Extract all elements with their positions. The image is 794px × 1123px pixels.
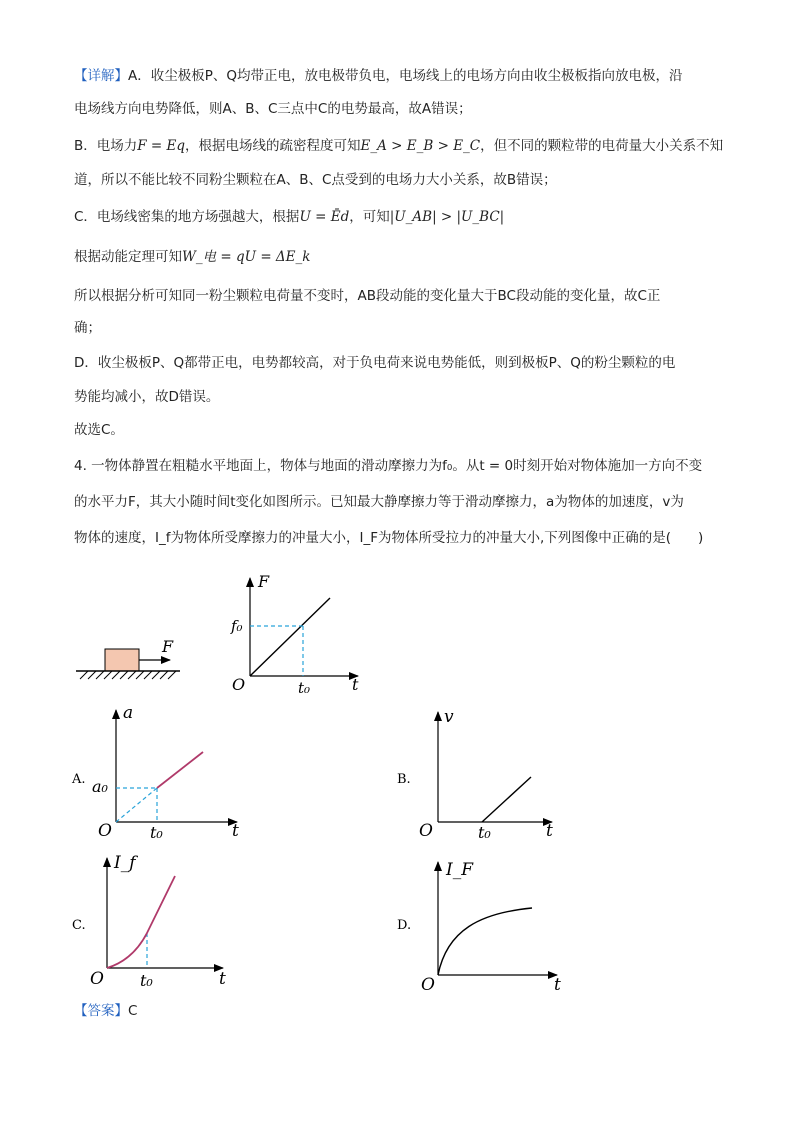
ft-f0-label: f₀ — [231, 617, 243, 635]
detail-b1-post: ，但不同的颗粒带的电荷量大小关系不知 — [480, 138, 724, 154]
detail-c1-mid: ，可知 — [349, 209, 390, 225]
b-x-label: t — [546, 821, 553, 841]
formula-e-ineq: E_A > E_B > E_C — [360, 138, 481, 154]
option-b-graph — [419, 707, 553, 842]
detail-b1-pre: B．电场力 — [74, 138, 138, 154]
d-y-label: I_F — [446, 860, 474, 880]
a-curve — [157, 752, 203, 788]
a-y-label: a — [123, 703, 134, 723]
detail-line-b2: 道，所以不能比较不同粉尘颗粒在A、B、C点受到的电场力大小关系，故B错误； — [74, 172, 557, 188]
option-a-graph — [92, 703, 239, 842]
a-dash-diag — [116, 788, 157, 822]
detail-line-c4: 确； — [74, 320, 101, 336]
c-y-label: I_f — [114, 853, 136, 873]
formula-f-eq: F = Eq — [137, 138, 186, 154]
b-curve — [482, 777, 531, 822]
b-t0-label: t₀ — [478, 823, 491, 842]
option-c-graph — [90, 853, 226, 990]
answer-line — [74, 1001, 137, 1021]
block-diagram — [76, 637, 180, 679]
detail-choice: 故选C。 — [74, 422, 124, 438]
a-t0-label: t₀ — [150, 823, 163, 842]
question-line-3: 物体的速度，I_f为物体所受摩擦力的冲量大小，I_F为物体所受拉力的冲量大小,下列图像中正确的是( ) — [74, 530, 704, 546]
option-c-label: C. — [72, 918, 86, 933]
ground-hatch — [80, 671, 176, 679]
detail-b1-mid: ，根据电场线的疏密程度可知 — [185, 138, 361, 154]
ft-y-label: F — [258, 572, 270, 591]
ft-graph — [230, 572, 359, 697]
answer-tag: 【答案】 — [74, 1003, 128, 1019]
d-curve — [438, 908, 532, 975]
c-x-label: t — [219, 969, 226, 989]
option-b-label: B. — [397, 772, 411, 787]
detail-c2-pre: 根据动能定理可知 — [74, 249, 182, 265]
question-line-1: 4. 一物体静置在粗糙水平地面上，物体与地面的滑动摩擦力为f₀。从t = 0时刻开始对物体施加一方向不变 — [74, 458, 703, 474]
block — [105, 649, 139, 671]
detail-line-d1: D．收尘极板P、Q都带正电，电势都较高，对于负电荷来说电势能低，则到极板P、Q的粉尘颗粒的电 — [74, 355, 676, 371]
ft-origin: O — [232, 675, 246, 694]
detail-c1-pre: C．电场线密集的地方场强越大，根据 — [74, 209, 300, 225]
ft-line — [250, 598, 330, 676]
ft-x-label: t — [352, 675, 359, 694]
d-origin: O — [421, 975, 435, 995]
formula-u-ed: U = Ēd — [299, 209, 350, 225]
option-a-label: A. — [72, 772, 86, 787]
detail-line-c3: 所以根据分析可知同一粉尘颗粒电荷量不变时，AB段动能的变化量大于BC段动能的变化量，故C正 — [74, 288, 661, 304]
b-origin: O — [419, 821, 433, 841]
ft-t0-label: t₀ — [298, 679, 311, 697]
formula-u-ineq: |U_AB| > |U_BC| — [389, 209, 505, 225]
question-line-2: 的水平力F，其大小随时间t变化如图所示。已知最大静摩擦力等于滑动摩擦力，a为物体的加速度，v为 — [74, 494, 684, 510]
answer-value: C — [128, 1003, 138, 1019]
option-d-label: D. — [397, 918, 412, 933]
formula-work-energy: W_电 = qU = ΔE_k — [182, 249, 311, 265]
c-origin: O — [90, 969, 104, 989]
b-y-label: v — [444, 707, 454, 727]
a-a0-label: a₀ — [92, 777, 108, 796]
d-x-label: t — [554, 975, 561, 995]
c-curve — [107, 876, 175, 968]
force-label: F — [162, 637, 174, 656]
a-origin: O — [98, 821, 112, 841]
detail-a1-text: A．收尘极板P、Q均带正电，放电极带负电，电场线上的电场方向由收尘极板指向放电极，沿 — [128, 68, 683, 84]
c-t0-label: t₀ — [140, 971, 153, 990]
option-d-graph — [421, 860, 561, 995]
detail-line-a2: 电场线方向电势降低，则A、B、C三点中C的电势最高，故A错误； — [74, 101, 472, 117]
detail-line-d2: 势能均减小，故D错误。 — [74, 389, 220, 405]
a-x-label: t — [232, 821, 239, 841]
detail-tag: 【详解】 — [74, 68, 128, 84]
